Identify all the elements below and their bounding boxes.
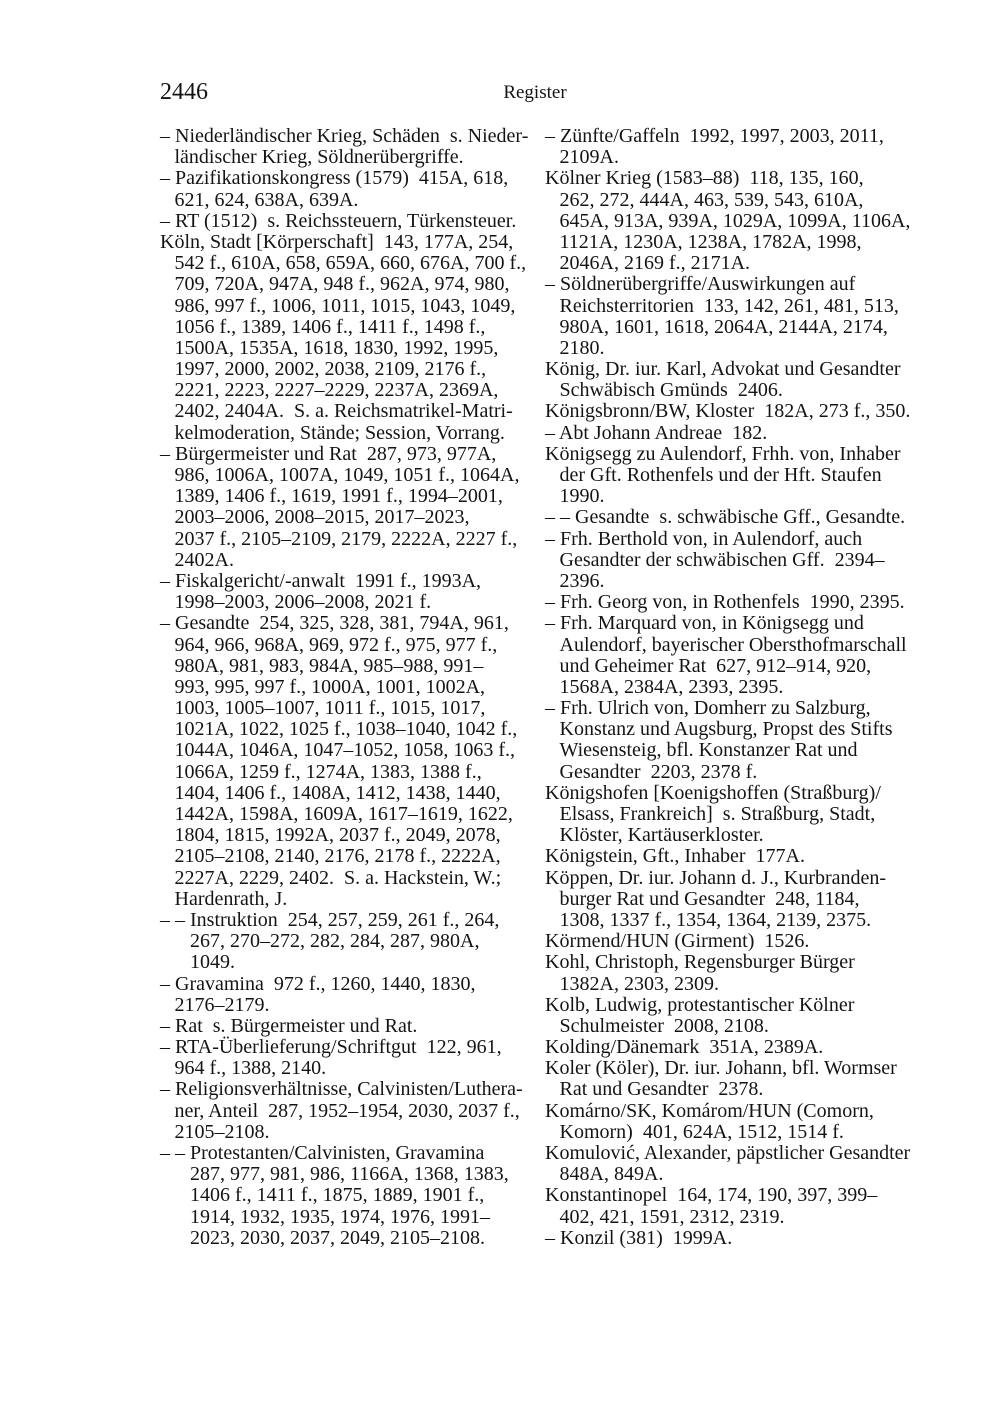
index-entry bbox=[545, 1101, 915, 1143]
entry-heading-line: – Pazifikationskongress (1579) 415A, 618, bbox=[160, 167, 509, 190]
entry-heading-line: – Frh. Berthold von, in Aulendorf, auch bbox=[545, 527, 863, 550]
entry-heading-line: – – Instruktion 254, 257, 259, 261 f., 264, bbox=[160, 908, 500, 931]
entry-continuation-line: 1121A, 1230A, 1238A, 1782A, 1998, bbox=[559, 230, 862, 253]
entry-continuation-line: 980A, 1601, 1618, 2064A, 2144A, 2174, bbox=[559, 315, 888, 338]
index-entry bbox=[160, 974, 528, 1016]
index-entry bbox=[160, 168, 528, 210]
entry-continuation-line: Elsass, Frankreich] s. Straßburg, Stadt, bbox=[559, 803, 876, 825]
entry-continuation-line: 2402A. bbox=[174, 548, 234, 571]
entry-continuation-line: 986, 1006A, 1007A, 1049, 1051 f., 1064A, bbox=[174, 464, 520, 486]
entry-heading-line: Königshofen [Koenigshoffen (Straßburg)/ bbox=[545, 781, 881, 804]
entry-continuation-line: 964, 966, 968A, 969, 972 f., 975, 977 f., bbox=[174, 633, 498, 656]
entry-continuation-line: Komorn) 401, 624A, 1512, 1514 f. bbox=[559, 1120, 844, 1143]
entry-continuation-line: 1389, 1406 f., 1619, 1991 f., 1994–2001, bbox=[174, 485, 503, 508]
entry-continuation-line: 986, 997 f., 1006, 1011, 1015, 1043, 1049, bbox=[174, 294, 516, 317]
entry-continuation-line: 1442A, 1598A, 1609A, 1617–1619, 1622, bbox=[174, 803, 513, 825]
entry-heading-line: – RTA-Überlieferung/Schriftgut 122, 961, bbox=[160, 1036, 502, 1059]
entry-continuation-line: 2221, 2223, 2227–2229, 2237A, 2369A, bbox=[174, 379, 499, 402]
entry-heading-line: – Fiskalgericht/-anwalt 1991 f., 1993A, bbox=[160, 569, 482, 592]
entry-continuation-line: der Gft. Rothenfels und der Hft. Staufen bbox=[559, 464, 882, 486]
entry-heading-line: – Frh. Marquard von, in Königsegg und bbox=[545, 612, 864, 635]
index-entry bbox=[160, 232, 528, 444]
index-entry bbox=[545, 274, 915, 359]
index-entry bbox=[160, 1143, 528, 1249]
entry-continuation-line: und Geheimer Rat 627, 912–914, 920, bbox=[559, 654, 872, 677]
entry-heading-line: – Konzil (381) 1999A. bbox=[545, 1226, 733, 1249]
entry-heading-line: Komulović, Alexander, päpstlicher Gesandter bbox=[545, 1142, 911, 1164]
entry-continuation-line: 542 f., 610A, 658, 659A, 660, 676A, 700 f., bbox=[174, 252, 527, 275]
entry-heading-line: – Abt Johann Andreae 182. bbox=[545, 421, 768, 444]
entry-heading-line: Köln, Stadt [Körperschaft] 143, 177A, 254, bbox=[160, 230, 514, 253]
entry-continuation-line: 2046A, 2169 f., 2171A. bbox=[559, 252, 751, 275]
entry-heading-line: – Gesandte 254, 325, 328, 381, 794A, 961, bbox=[160, 612, 509, 635]
page-number: 2446 bbox=[160, 79, 208, 105]
entry-continuation-line: 1382A, 2303, 2309. bbox=[559, 972, 719, 995]
index-entry bbox=[545, 1228, 915, 1249]
entry-continuation-line: 1914, 1932, 1935, 1974, 1976, 1991– bbox=[190, 1205, 490, 1228]
entry-continuation-line: Aulendorf, bayerischer Obersthofmarschall bbox=[559, 633, 907, 656]
index-column-left bbox=[160, 126, 528, 1249]
entry-continuation-line: Konstanz und Augsburg, Propst des Stifts bbox=[559, 718, 893, 741]
entry-heading-line: König, Dr. iur. Karl, Advokat und Gesandter bbox=[545, 358, 901, 381]
entry-continuation-line: 2023, 2030, 2037, 2049, 2105–2108. bbox=[190, 1226, 485, 1249]
entry-continuation-line: 1049. bbox=[190, 951, 235, 974]
entry-heading-line: – – Gesandte s. schwäbische Gff., Gesandte. bbox=[545, 506, 906, 529]
entry-continuation-line: 709, 720A, 947A, 948 f., 962A, 974, 980, bbox=[174, 273, 510, 296]
entry-continuation-line: 2105–2108, 2140, 2176, 2178 f., 2222A, bbox=[174, 845, 501, 868]
entry-continuation-line: 1998–2003, 2006–2008, 2021 f. bbox=[174, 591, 432, 614]
entry-continuation-line: 2176–2179. bbox=[174, 993, 270, 1016]
index-entry bbox=[160, 444, 528, 571]
entry-heading-line: – Niederländischer Krieg, Schäden s. Nieder- bbox=[160, 125, 529, 147]
entry-continuation-line: Schwäbisch Gmünds 2406. bbox=[559, 379, 783, 402]
entry-continuation-line: 1308, 1337 f., 1354, 1364, 2139, 2375. bbox=[559, 908, 872, 931]
entry-continuation-line: 1568A, 2384A, 2393, 2395. bbox=[559, 675, 784, 698]
entry-continuation-line: 287, 977, 981, 986, 1166A, 1368, 1383, bbox=[190, 1163, 509, 1186]
entry-continuation-line: 1044A, 1046A, 1047–1052, 1058, 1063 f., bbox=[174, 739, 516, 762]
index-entry bbox=[545, 168, 915, 274]
entry-continuation-line: 1990. bbox=[559, 485, 605, 508]
index-entry bbox=[160, 613, 528, 910]
entry-heading-line: – Frh. Ulrich von, Domherr zu Salzburg, bbox=[545, 697, 871, 720]
index-entry bbox=[545, 783, 915, 847]
index-entry bbox=[545, 1185, 915, 1227]
entry-heading-line: Komárno/SK, Komárom/HUN (Comorn, bbox=[545, 1099, 874, 1122]
running-title: Register bbox=[503, 82, 567, 103]
index-entry bbox=[545, 126, 915, 168]
entry-continuation-line: Gesandter 2203, 2378 f. bbox=[559, 760, 758, 783]
entry-heading-line: Köppen, Dr. iur. Johann d. J., Kurbranden- bbox=[545, 866, 887, 889]
entry-continuation-line: 1500A, 1535A, 1618, 1830, 1992, 1995, bbox=[174, 336, 499, 359]
entry-continuation-line: 2105–2108. bbox=[174, 1120, 270, 1143]
entry-continuation-line: 262, 272, 444A, 463, 539, 543, 610A, bbox=[559, 188, 864, 211]
entry-continuation-line: 2180. bbox=[559, 336, 605, 359]
entry-continuation-line: 1997, 2000, 2002, 2038, 2109, 2176 f., bbox=[174, 358, 487, 381]
entry-continuation-line: 621, 624, 638A, 639A. bbox=[174, 188, 359, 211]
entry-continuation-line: 1021A, 1022, 1025 f., 1038–1040, 1042 f., bbox=[174, 718, 518, 741]
entry-continuation-line: 2402, 2404A. S. a. Reichsmatrikel-Matri- bbox=[174, 400, 513, 423]
index-entry bbox=[545, 868, 915, 932]
entry-continuation-line: 2037 f., 2105–2109, 2179, 2222A, 2227 f., bbox=[174, 527, 518, 550]
index-entry bbox=[545, 931, 915, 952]
entry-continuation-line: burger Rat und Gesandter 248, 1184, bbox=[559, 887, 860, 910]
entry-continuation-line: ländischer Krieg, Söldnerübergriffe. bbox=[174, 146, 464, 169]
entry-continuation-line: 1003, 1005–1007, 1011 f., 1015, 1017, bbox=[174, 697, 486, 720]
index-entry bbox=[545, 613, 915, 698]
entry-continuation-line: 2227A, 2229, 2402. S. a. Hackstein, W.; bbox=[174, 866, 502, 889]
entry-continuation-line: kelmoderation, Stände; Session, Vorrang. bbox=[174, 421, 505, 444]
index-entry bbox=[545, 846, 915, 867]
index-entry bbox=[160, 1016, 528, 1037]
entry-heading-line: – Bürgermeister und Rat 287, 973, 977A, bbox=[160, 442, 497, 465]
entry-heading-line: – Söldnerübergriffe/Auswirkungen auf bbox=[545, 273, 856, 296]
index-entry bbox=[160, 211, 528, 232]
index-entry bbox=[160, 571, 528, 613]
entry-continuation-line: Klöster, Kartäuserkloster. bbox=[559, 824, 764, 847]
entry-continuation-line: Schulmeister 2008, 2108. bbox=[559, 1014, 769, 1037]
entry-continuation-line: Rat und Gesandter 2378. bbox=[559, 1078, 764, 1101]
entry-continuation-line: 1404, 1406 f., 1408A, 1412, 1438, 1440, bbox=[174, 781, 501, 804]
entry-continuation-line: 267, 270–272, 282, 284, 287, 980A, bbox=[190, 930, 480, 953]
index-entry bbox=[545, 592, 915, 613]
entry-heading-line: – Zünfte/Gaffeln 1992, 1997, 2003, 2011, bbox=[545, 125, 884, 147]
entry-heading-line: – RT (1512) s. Reichssteuern, Türkensteuer. bbox=[160, 209, 517, 232]
entry-continuation-line: 964 f., 1388, 2140. bbox=[174, 1057, 327, 1080]
entry-heading-line: – Gravamina 972 f., 1260, 1440, 1830, bbox=[160, 972, 476, 995]
index-entry bbox=[160, 1037, 528, 1079]
entry-continuation-line: Reichsterritorien 133, 142, 261, 481, 513, bbox=[559, 294, 899, 317]
entry-heading-line: Körmend/HUN (Girment) 1526. bbox=[545, 930, 810, 953]
index-entry bbox=[545, 423, 915, 444]
entry-continuation-line: 993, 995, 997 f., 1000A, 1001, 1002A, bbox=[174, 675, 486, 698]
entry-heading-line: – Frh. Georg von, in Rothenfels 1990, 2395. bbox=[545, 591, 905, 614]
index-entry bbox=[545, 507, 915, 528]
entry-continuation-line: 645A, 913A, 939A, 1029A, 1099A, 1106A, bbox=[559, 209, 911, 232]
entry-heading-line: Konstantinopel 164, 174, 190, 397, 399– bbox=[545, 1184, 878, 1207]
index-entry bbox=[160, 126, 528, 168]
entry-continuation-line: Wiesensteig, bfl. Konstanzer Rat und bbox=[559, 739, 858, 762]
index-entry bbox=[545, 995, 915, 1037]
index-entry bbox=[160, 910, 528, 974]
index-entry bbox=[545, 359, 915, 401]
entry-heading-line: Koler (Köler), Dr. iur. Johann, bfl. Wormser bbox=[545, 1057, 897, 1080]
entry-continuation-line: 2396. bbox=[559, 569, 605, 592]
entry-continuation-line: 2003–2006, 2008–2015, 2017–2023, bbox=[174, 506, 470, 529]
index-column-right bbox=[545, 126, 915, 1249]
index-entry bbox=[545, 1037, 915, 1058]
entry-continuation-line: 980A, 981, 983, 984A, 985–988, 991– bbox=[174, 654, 484, 677]
entry-continuation-line: 2109A. bbox=[559, 146, 619, 169]
entry-heading-line: Kolding/Dänemark 351A, 2389A. bbox=[545, 1036, 824, 1059]
index-entry bbox=[545, 529, 915, 593]
entry-heading-line: Kohl, Christoph, Regensburger Bürger bbox=[545, 951, 855, 974]
entry-heading-line: Königstein, Gft., Inhaber 177A. bbox=[545, 845, 805, 868]
entry-continuation-line: 402, 421, 1591, 2312, 2319. bbox=[559, 1205, 785, 1228]
entry-continuation-line: 1406 f., 1411 f., 1875, 1889, 1901 f., bbox=[190, 1184, 485, 1207]
index-entry bbox=[545, 698, 915, 783]
entry-heading-line: Kölner Krieg (1583–88) 118, 135, 160, bbox=[545, 167, 864, 190]
entry-continuation-line: Hardenrath, J. bbox=[174, 887, 288, 910]
entry-heading-line: Königsegg zu Aulendorf, Frhh. von, Inhaber bbox=[545, 442, 901, 465]
entry-heading-line: – – Protestanten/Calvinisten, Gravamina bbox=[160, 1142, 485, 1164]
entry-heading-line: Königsbronn/BW, Kloster 182A, 273 f., 350. bbox=[545, 400, 911, 423]
entry-continuation-line: 1066A, 1259 f., 1274A, 1383, 1388 f., bbox=[174, 760, 482, 783]
index-entry bbox=[545, 444, 915, 508]
entry-continuation-line: 848A, 849A. bbox=[559, 1163, 664, 1186]
index-entry bbox=[160, 1079, 528, 1143]
entry-heading-line: – Religionsverhältnisse, Calvinisten/Luthera- bbox=[160, 1078, 523, 1101]
index-entry bbox=[545, 1143, 915, 1185]
entry-continuation-line: 1056 f., 1389, 1406 f., 1411 f., 1498 f., bbox=[174, 315, 486, 338]
entry-continuation-line: Gesandter der schwäbischen Gff. 2394– bbox=[559, 548, 885, 571]
index-entry bbox=[545, 401, 915, 422]
index-entry bbox=[545, 952, 915, 994]
index-entry bbox=[545, 1058, 915, 1100]
entry-heading-line: Kolb, Ludwig, protestantischer Kölner bbox=[545, 993, 855, 1016]
entry-heading-line: – Rat s. Bürgermeister und Rat. bbox=[160, 1014, 418, 1037]
entry-continuation-line: 1804, 1815, 1992A, 2037 f., 2049, 2078, bbox=[174, 824, 501, 847]
entry-continuation-line: ner, Anteil 287, 1952–1954, 2030, 2037 f., bbox=[174, 1099, 520, 1122]
